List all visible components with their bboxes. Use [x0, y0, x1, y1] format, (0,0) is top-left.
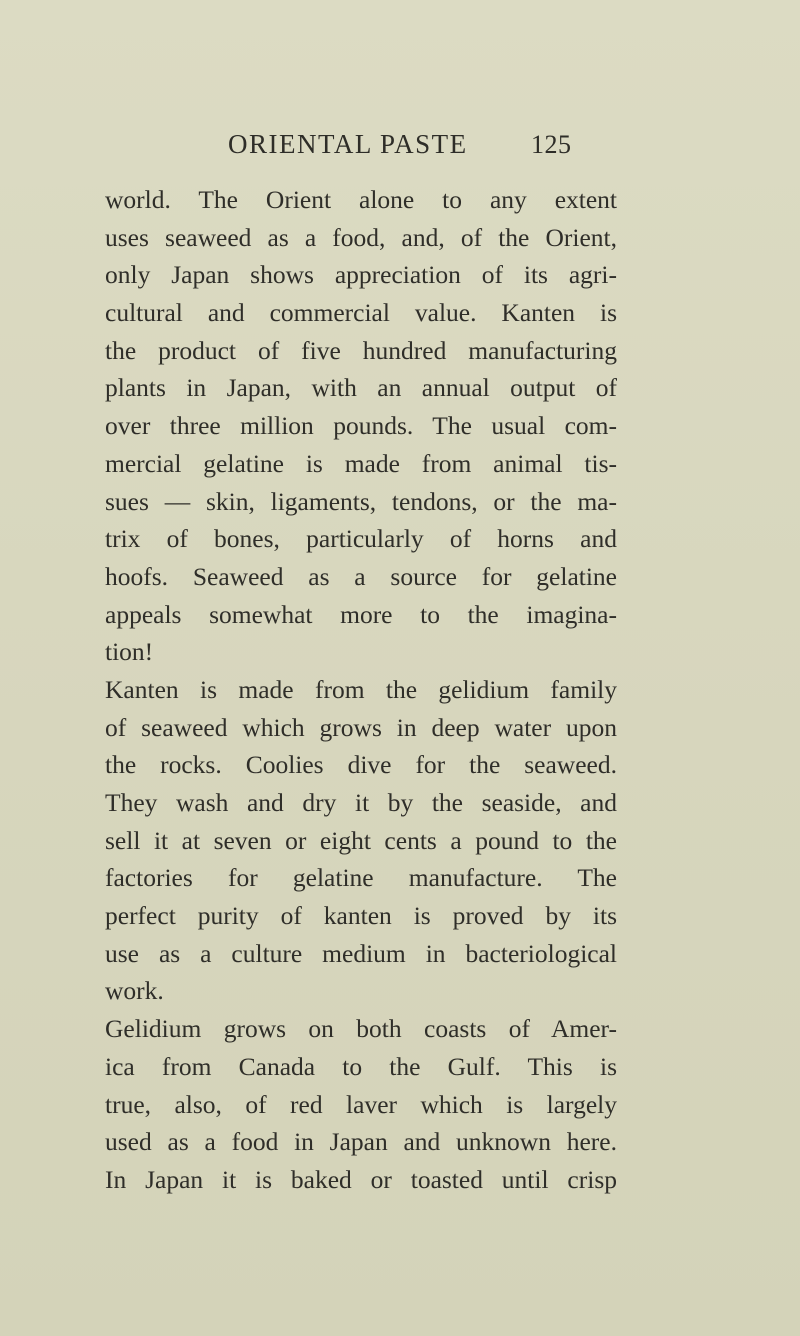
running-title: ORIENTAL PASTE — [228, 129, 468, 159]
text-line: world. The Orient alone to any extent — [105, 185, 617, 214]
text-line: cultural and commercial value. Kanten is — [105, 298, 617, 328]
text-line: In Japan it is baked or toasted until crisp — [105, 1164, 617, 1194]
text-line: hoofs. Seaweed as a source for gelatine — [105, 561, 617, 591]
text-line: over three million pounds. The usual com- — [105, 411, 617, 441]
page-number: 125 — [531, 130, 572, 159]
text-line: Gelidium grows on both coasts of Amer- — [105, 1014, 617, 1044]
text-line: Kanten is made from the gelidium family — [105, 674, 617, 704]
text-line: used as a food in Japan and unknown here. — [105, 1127, 617, 1157]
text-line: the product of five hundred manufacturing — [105, 335, 617, 365]
text-line: factories for gelatine manufacture. The — [105, 863, 617, 893]
text-line: mercial gelatine is made from animal tis- — [105, 448, 617, 478]
text-line: sues — skin, ligaments, tendons, or the ma- — [105, 486, 617, 516]
text-line: They wash and dry it by the seaside, and — [105, 788, 617, 817]
body-text — [105, 181, 617, 1199]
paragraph-3 — [105, 1010, 617, 1198]
text-line: only Japan shows appreciation of its agri- — [105, 260, 617, 290]
text-line: true, also, of red laver which is largely — [105, 1089, 617, 1119]
text-line: perfect purity of kanten is proved by its — [105, 901, 617, 931]
text-line: plants in Japan, with an annual output of — [105, 373, 617, 403]
text-line: ica from Canada to the Gulf. This is — [105, 1051, 617, 1081]
text-line: uses seaweed as a food, and, of the Orient, — [105, 222, 617, 252]
text-line: use as a culture medium in bacteriological — [105, 938, 617, 968]
text-line: appeals somewhat more to the imagina- — [105, 599, 617, 629]
running-head — [0, 126, 800, 166]
text-line: trix of bones, particularly of horns and — [105, 524, 617, 554]
text-line: tion! — [105, 637, 154, 667]
text-line: the rocks. Coolies dive for the seaweed. — [105, 750, 617, 780]
text-line: sell it at seven or eight cents a pound to the — [105, 825, 617, 855]
text-line: of seaweed which grows in deep water upon — [105, 712, 617, 742]
paragraph-2 — [105, 671, 617, 1010]
paragraph-1 — [105, 181, 617, 671]
text-line: work. — [105, 976, 164, 1006]
